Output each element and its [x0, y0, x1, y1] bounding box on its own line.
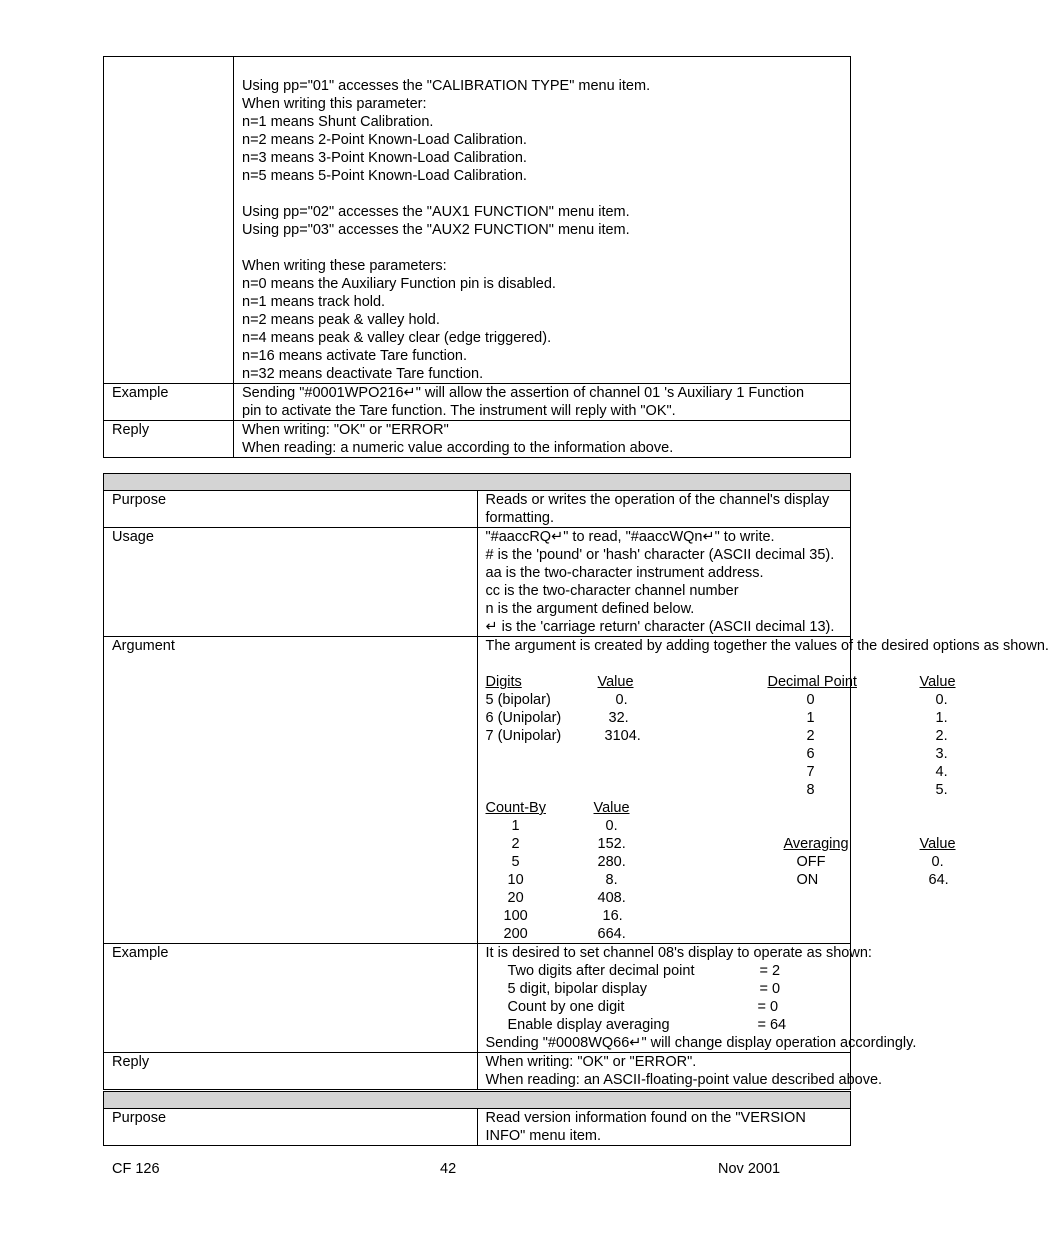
- count-by-option-value: 280.: [597, 854, 626, 870]
- count-by-value-header: Value: [593, 800, 630, 816]
- description-line: n=2 means peak & valley hold.: [242, 312, 440, 328]
- description-line: Using pp="02" accesses the "AUX1 FUNCTION" menu item.: [242, 204, 630, 220]
- digits-option-value: 0.: [615, 692, 628, 708]
- description-line: When writing this parameter:: [242, 96, 427, 112]
- count-by-option-label: 1: [511, 818, 520, 834]
- reply-line: When reading: an ASCII-floating-point value described above.: [485, 1072, 883, 1088]
- reply-row: [104, 1053, 851, 1090]
- digits-option-label: 7 (Unipolar): [485, 728, 562, 744]
- count-by-option-value: 664.: [597, 926, 626, 942]
- description-line: n=16 means activate Tare function.: [242, 348, 468, 364]
- description-cell: [234, 57, 851, 384]
- usage-line: n is the argument defined below.: [485, 601, 695, 617]
- digits-header: Digits: [485, 674, 522, 690]
- count-by-option-label: 5: [511, 854, 520, 870]
- description-line: n=0 means the Auxiliary Function pin is disabled.: [242, 276, 556, 292]
- footer-document-id: CF 126: [112, 1161, 160, 1177]
- example-setting-label: Count by one digit: [507, 999, 625, 1015]
- count-by-option-label: 20: [507, 890, 524, 906]
- purpose-label: Purpose: [104, 1109, 478, 1146]
- purpose-row: [104, 491, 851, 528]
- example-line: pin to activate the Tare function. The instrument will reply with "OK".: [242, 403, 676, 419]
- reply-label: Reply: [104, 1053, 478, 1090]
- footer-date: Nov 2001: [718, 1161, 781, 1177]
- argument-cell: [477, 637, 1049, 944]
- description-line: n=1 means Shunt Calibration.: [242, 114, 434, 130]
- example-label: Example: [104, 944, 478, 1053]
- count-by-option-value: 0.: [605, 818, 618, 834]
- description-label-cell: [104, 57, 234, 384]
- count-by-option-label: 200: [503, 926, 528, 942]
- averaging-option-value: 0.: [931, 854, 944, 870]
- decimal-point-option-value: 3.: [935, 746, 948, 762]
- decimal-point-value-header: Value: [919, 674, 956, 690]
- purpose-text: Reads or writes the operation of the channel's display formatting.: [477, 491, 851, 528]
- description-line: n=32 means deactivate Tare function.: [242, 366, 484, 382]
- example-setting-value: = 2: [759, 963, 781, 979]
- description-line: [242, 239, 842, 257]
- count-by-option-label: 100: [503, 908, 528, 924]
- averaging-value-header: Value: [919, 836, 956, 852]
- command-header-row: [104, 1092, 851, 1109]
- reply-line: When writing: "OK" or "ERROR": [242, 422, 449, 438]
- purpose-row: [104, 1109, 851, 1146]
- count-by-header: Count-By: [485, 800, 546, 816]
- example-setting-value: = 64: [757, 1017, 787, 1033]
- decimal-point-header: Decimal Point: [767, 674, 857, 690]
- averaging-option-label: OFF: [796, 854, 826, 870]
- example-line: Sending "#0001WPO216↵" will allow the assertion of channel 01 's Auxiliary 1 Function: [242, 385, 805, 401]
- example-setting-label: Enable display averaging: [507, 1017, 670, 1033]
- digits-option-label: 6 (Unipolar): [485, 710, 562, 726]
- argument-intro: The argument is created by adding together the values of the desired options as shown.: [485, 638, 1049, 654]
- example-cell: [234, 384, 851, 421]
- count-by-option-value: 152.: [597, 836, 626, 852]
- example-setting-value: = 0: [757, 999, 779, 1015]
- reply-row: [104, 421, 851, 458]
- version-info-command-table: [103, 1091, 851, 1146]
- decimal-point-option-value: 2.: [935, 728, 948, 744]
- reply-label: Reply: [104, 421, 234, 458]
- decimal-point-option-value: 4.: [935, 764, 948, 780]
- count-by-option-label: 10: [507, 872, 524, 888]
- usage-label: Usage: [104, 528, 478, 637]
- averaging-option-label: ON: [796, 872, 819, 888]
- reply-line: When writing: "OK" or "ERROR".: [485, 1054, 697, 1070]
- usage-line: "#aaccRQ↵" to read, "#aaccWQn↵" to write.: [485, 529, 775, 545]
- example-setting-label: 5 digit, bipolar display: [507, 981, 647, 997]
- usage-line: aa is the two-character instrument address.: [485, 565, 764, 581]
- digits-option-label: 5 (bipolar): [485, 692, 551, 708]
- decimal-point-option-label: 0: [806, 692, 815, 708]
- decimal-point-option-label: 8: [806, 782, 815, 798]
- count-by-option-value: 16.: [602, 908, 623, 924]
- example-setting-label: Two digits after decimal point: [507, 963, 695, 979]
- count-by-option-value: 408.: [597, 890, 626, 906]
- command-header-row: [104, 474, 851, 491]
- decimal-point-option-value: 5.: [935, 782, 948, 798]
- decimal-point-option-value: 0.: [935, 692, 948, 708]
- reply-cell: [477, 1053, 883, 1090]
- example-outro: Sending "#0008WQ66↵" will change display operation accordingly.: [485, 1035, 917, 1051]
- decimal-point-option-value: 1.: [935, 710, 948, 726]
- argument-label: Argument: [104, 637, 478, 944]
- usage-line: cc is the two-character channel number: [485, 583, 739, 599]
- example-settings-list: [486, 962, 843, 1034]
- count-by-option-label: 2: [511, 836, 520, 852]
- description-line: n=5 means 5-Point Known-Load Calibration.: [242, 168, 527, 184]
- description-line: n=3 means 3-Point Known-Load Calibration.: [242, 150, 527, 166]
- digits-value-header: Value: [597, 674, 634, 690]
- purpose-label: Purpose: [104, 491, 478, 528]
- description-line: n=1 means track hold.: [242, 294, 386, 310]
- argument-row: [104, 637, 851, 944]
- digits-option-value: 3104.: [604, 728, 641, 744]
- description-line: [242, 59, 842, 77]
- count-by-option-value: 8.: [605, 872, 618, 888]
- averaging-header: Averaging: [783, 836, 849, 852]
- example-row: [104, 944, 851, 1053]
- description-line: Using pp="01" accesses the "CALIBRATION TYPE" menu item.: [242, 78, 651, 94]
- parameter-table-continued: [103, 56, 851, 458]
- decimal-point-option-label: 7: [806, 764, 815, 780]
- example-cell: [477, 944, 917, 1053]
- footer-page-number: 42: [440, 1161, 457, 1177]
- usage-cell: [477, 528, 851, 637]
- averaging-option-value: 64.: [928, 872, 949, 888]
- description-line: Using pp="03" accesses the "AUX2 FUNCTION" menu item.: [242, 222, 630, 238]
- display-format-command-table: [103, 473, 1049, 1090]
- decimal-point-option-label: 1: [806, 710, 815, 726]
- description-line: n=4 means peak & valley clear (edge triggered).: [242, 330, 552, 346]
- description-line: [242, 185, 842, 203]
- reply-line: When reading: a numeric value according to the information above.: [242, 440, 674, 456]
- usage-line: ↵ is the 'carriage return' character (ASCII decimal 13).: [485, 619, 835, 635]
- command-header-bar: [104, 474, 851, 491]
- example-intro: It is desired to set channel 08's display to operate as shown:: [485, 945, 872, 961]
- command-header-bar: [104, 1092, 851, 1109]
- usage-line: # is the 'pound' or 'hash' character (ASCII decimal 35).: [485, 547, 835, 563]
- argument-options-grid: [485, 637, 1049, 942]
- example-row: [104, 384, 851, 421]
- description-line: When writing these parameters:: [242, 258, 447, 274]
- usage-row: [104, 528, 851, 637]
- reply-cell: [234, 421, 851, 458]
- example-setting-value: = 0: [759, 981, 781, 997]
- example-label: Example: [104, 384, 234, 421]
- decimal-point-option-label: 2: [806, 728, 815, 744]
- purpose-text: Read version information found on the "VERSION INFO" menu item.: [477, 1109, 851, 1146]
- description-row: [104, 57, 851, 384]
- decimal-point-option-label: 6: [806, 746, 815, 762]
- digits-option-value: 32.: [608, 710, 629, 726]
- description-line: n=2 means 2-Point Known-Load Calibration.: [242, 132, 527, 148]
